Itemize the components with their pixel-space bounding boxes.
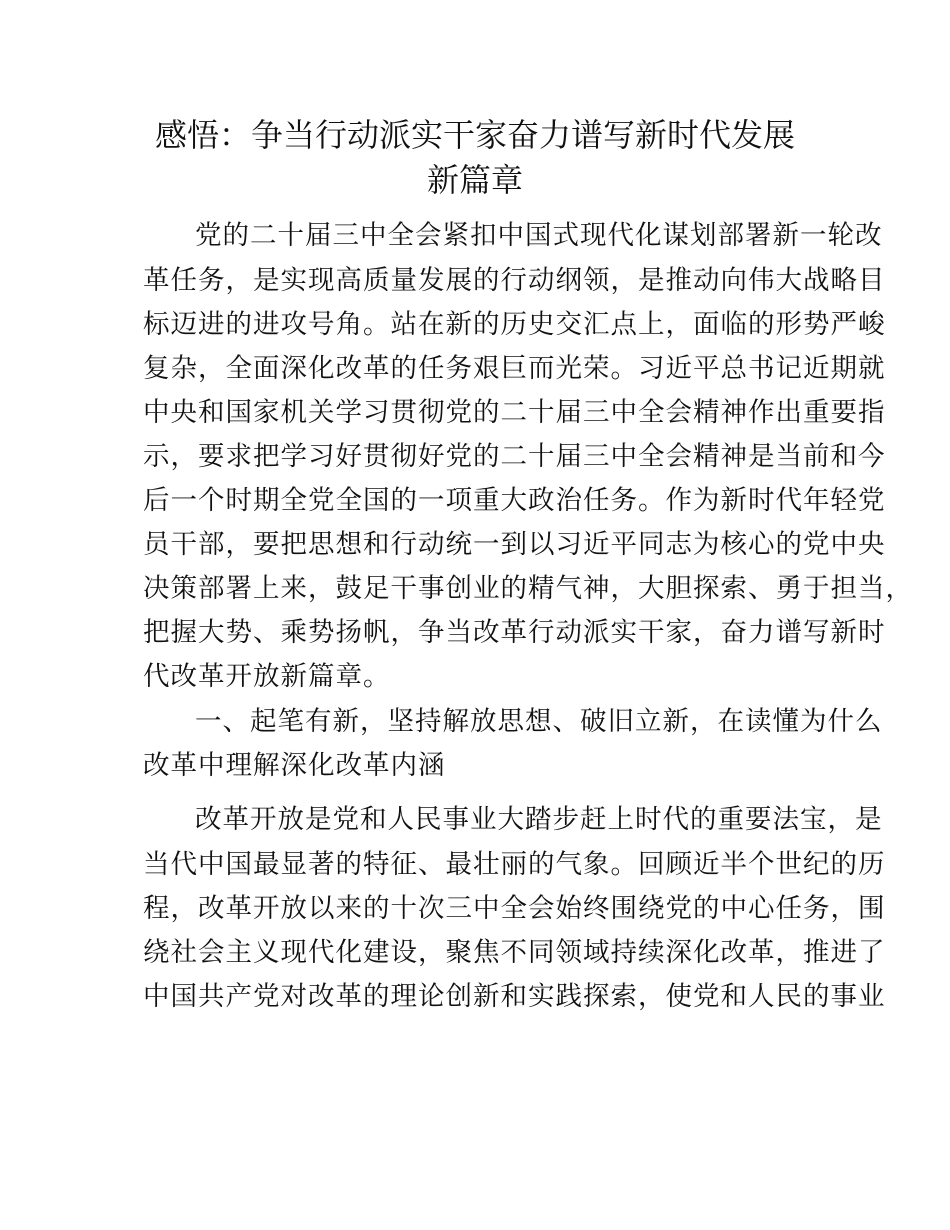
text-line: 示，要求把学习好贯彻好党的二十届三中全会精神是当前和今 — [143, 441, 886, 472]
text-line: 中国共产党对改革的理论创新和实践探索，使党和人民的事业 — [143, 981, 886, 1012]
text-line: 改革中理解深化改革内涵 — [143, 750, 446, 781]
text-line: 代改革开放新篇章。 — [143, 661, 391, 692]
text-line: 革任务，是实现高质量发展的行动纲领，是推动向伟大战略目 — [143, 265, 886, 296]
text-line: 程，改革开放以来的十次三中全会始终围绕党的中心任务，围 — [143, 893, 886, 924]
text-line: 决策部署上来，鼓足干事创业的精气神，大胆探索、勇于担当， — [143, 573, 913, 604]
text-line: 后一个时期全党全国的一项重大政治任务。作为新时代年轻党 — [143, 485, 886, 516]
text-line: 当代中国最显著的特征、最壮丽的气象。回顾近半个世纪的历 — [143, 849, 886, 880]
text-line: 中央和国家机关学习贯彻党的二十届三中全会精神作出重要指 — [143, 397, 886, 428]
text-line: 复杂，全面深化改革的任务艰巨而光荣。习近平总书记近期就 — [143, 353, 886, 384]
text-line: 改革开放是党和人民事业大踏步赶上时代的重要法宝，是 — [195, 804, 883, 835]
document-title-line-1: 感悟：争当行动派实干家奋力谱写新时代发展 — [154, 116, 795, 154]
text-line: 标迈进的进攻号角。站在新的历史交汇点上，面临的形势严峻 — [143, 309, 886, 340]
text-line: 员干部，要把思想和行动统一到以习近平同志为核心的党中央 — [143, 529, 886, 560]
text-line: 党的二十届三中全会紧扣中国式现代化谋划部署新一轮改 — [195, 220, 883, 251]
text-line: 绕社会主义现代化建设，聚焦不同领域持续深化改革，推进了 — [143, 937, 886, 968]
document-title-line-2: 新篇章 — [426, 161, 523, 199]
text-line: 把握大势、乘势扬帆，争当改革行动派实干家，奋力谱写新时 — [143, 617, 886, 648]
text-line: 一、起笔有新，坚持解放思想、破旧立新，在读懂为什么 — [195, 706, 883, 737]
